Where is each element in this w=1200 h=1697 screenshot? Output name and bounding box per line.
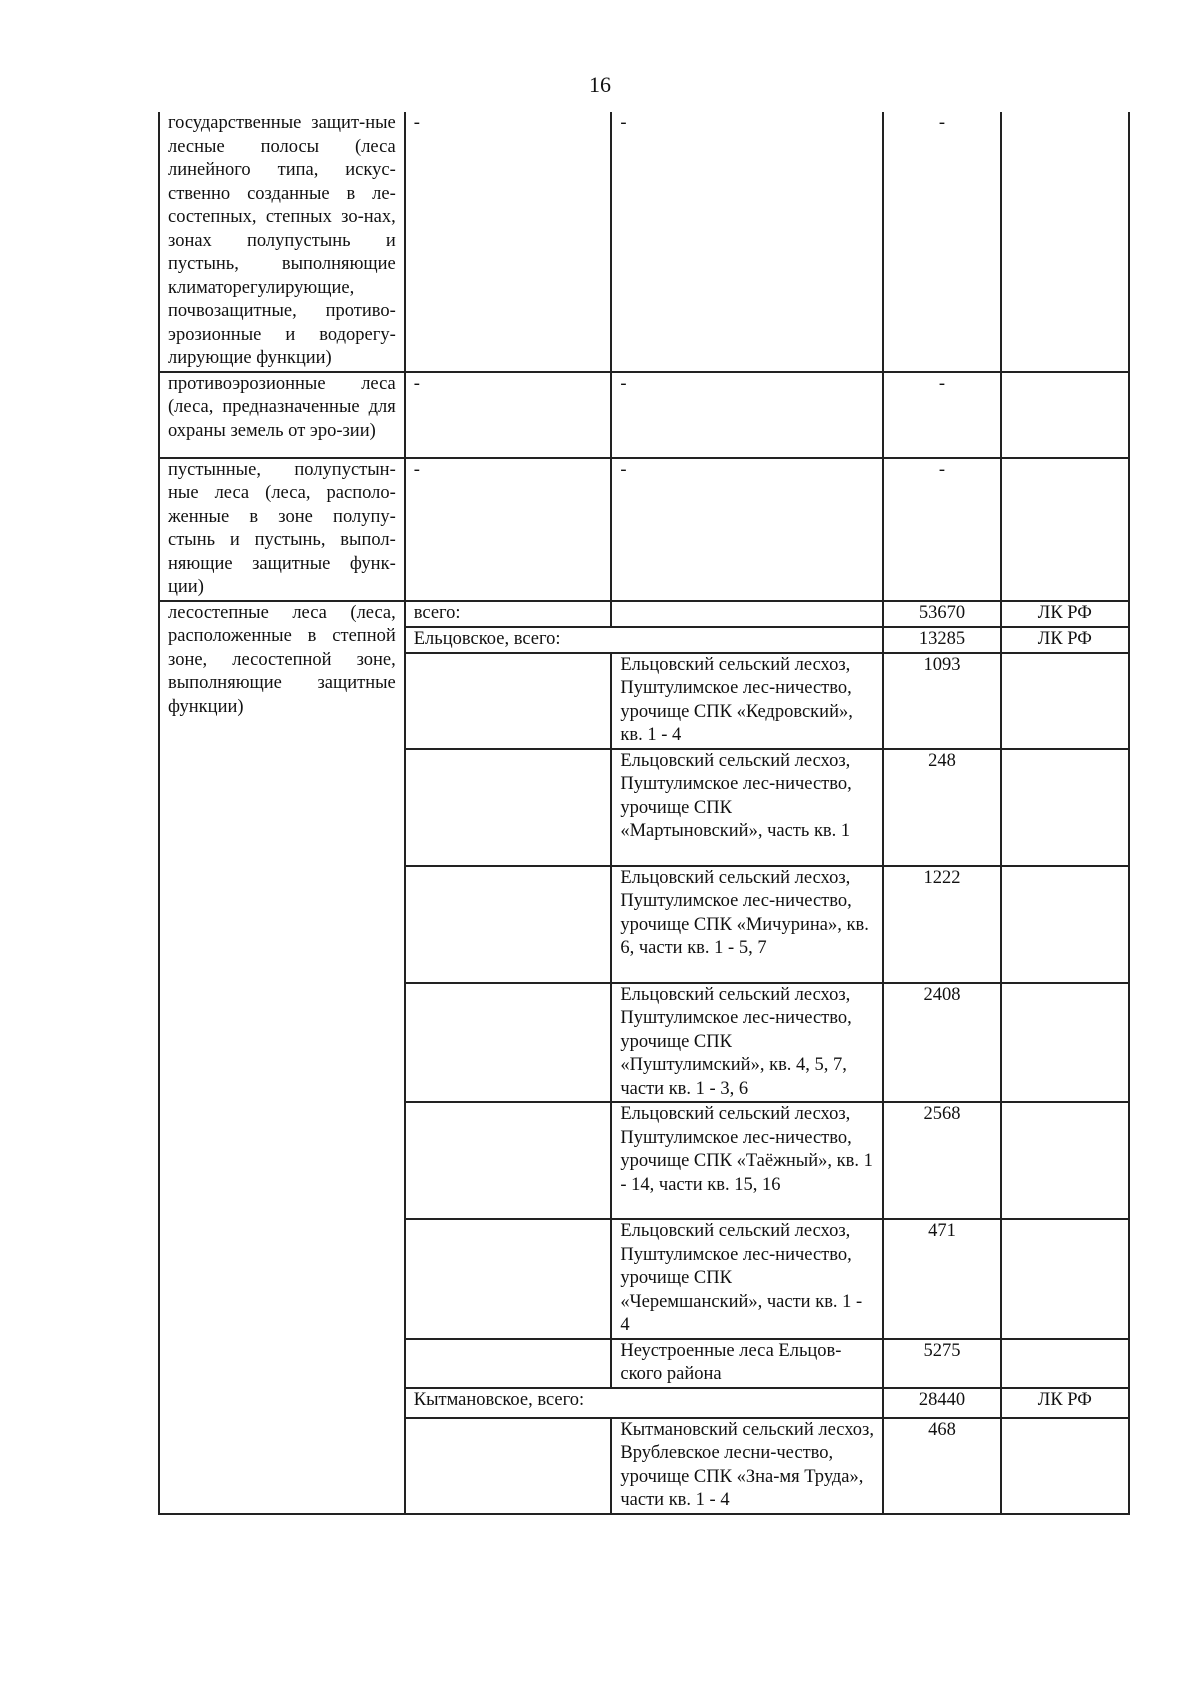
- location-cell: Ельцовский сельский лесхоз, Пуштулимское лес-ничество, урочище СПК «Мичурина», кв. 6, части кв. 1 - 5, 7: [611, 866, 883, 983]
- location-cell: Ельцовский сельский лесхоз, Пуштулимское лес-ничество, урочище СПК «Черемшанский», части кв. 1 - 4: [611, 1219, 883, 1339]
- subtotal-area: 13285: [883, 627, 1000, 653]
- empty-cell: [405, 866, 612, 983]
- area-cell: 471: [883, 1219, 1000, 1339]
- dash-cell: -: [883, 458, 1000, 601]
- basis-cell: [1001, 1339, 1129, 1388]
- subtotal-area: 28440: [883, 1388, 1000, 1418]
- empty-cell: [405, 1102, 612, 1219]
- area-cell: 1222: [883, 866, 1000, 983]
- total-area: 53670: [883, 601, 1000, 627]
- basis-cell: [1001, 1219, 1129, 1339]
- total-label: всего:: [405, 601, 612, 627]
- empty-cell: [405, 1339, 612, 1388]
- location-cell: Ельцовский сельский лесхоз, Пуштулимское лес-ничество, урочище СПК «Таёжный», кв. 1 - 14, части кв. 15, 16: [611, 1102, 883, 1219]
- area-cell: 2408: [883, 983, 1000, 1103]
- basis-cell: [1001, 653, 1129, 749]
- subtotal-basis: ЛК РФ: [1001, 627, 1129, 653]
- basis-cell: [1001, 458, 1129, 601]
- basis-cell: [1001, 372, 1129, 458]
- empty-cell: [405, 1418, 612, 1514]
- total-basis: ЛК РФ: [1001, 601, 1129, 627]
- area-cell: 1093: [883, 653, 1000, 749]
- forest-table: [158, 112, 1130, 1515]
- dash-cell: -: [883, 112, 1000, 372]
- dash-cell: -: [405, 458, 612, 601]
- dash-cell: -: [611, 372, 883, 458]
- category-cell: противоэрозионные леса (леса, предназначенные для охраны земель от эро-зии): [159, 372, 405, 458]
- category-cell: лесостепные леса (леса, расположенные в степной зоне, лесостепной зоне, выполняющие защитные функции): [159, 601, 405, 1514]
- empty-cell: [405, 983, 612, 1103]
- location-cell: Ельцовский сельский лесхоз, Пуштулимское лес-ничество, урочище СПК «Пуштулимский», кв. 4, 5, 7, части кв. 1 - 3, 6: [611, 983, 883, 1103]
- dash-cell: -: [611, 112, 883, 372]
- area-cell: 248: [883, 749, 1000, 866]
- dash-cell: -: [405, 112, 612, 372]
- subtotal-label: Ельцовское, всего:: [405, 627, 883, 653]
- dash-cell: -: [883, 372, 1000, 458]
- table-row: [159, 458, 1129, 601]
- area-cell: 5275: [883, 1339, 1000, 1388]
- table-row: [159, 372, 1129, 458]
- page-number: 16: [589, 72, 611, 97]
- basis-cell: [1001, 749, 1129, 866]
- basis-cell: [1001, 983, 1129, 1103]
- basis-cell: [1001, 1102, 1129, 1219]
- basis-cell: [1001, 866, 1129, 983]
- subtotal-label: Кытмановское, всего:: [405, 1388, 883, 1418]
- basis-cell: [1001, 1418, 1129, 1514]
- basis-cell: [1001, 112, 1129, 372]
- dash-cell: -: [611, 458, 883, 601]
- location-cell: Кытмановский сельский лесхоз, Врублевское лесни-чество, урочище СПК «Зна-мя Труда», части кв. 1 - 4: [611, 1418, 883, 1514]
- location-cell: Ельцовский сельский лесхоз, Пуштулимское лес-ничество, урочище СПК «Кедровский», кв. 1 - 4: [611, 653, 883, 749]
- table-row: [159, 601, 1129, 627]
- location-cell: Ельцовский сельский лесхоз, Пуштулимское лес-ничество, урочище СПК «Мартыновский», часть кв. 1: [611, 749, 883, 866]
- category-cell: пустынные, полупустын-ные леса (леса, располо-женные в зоне полупу-стынь и пустынь, выпол-няющие защитные функ-ции): [159, 458, 405, 601]
- subtotal-basis: ЛК РФ: [1001, 1388, 1129, 1418]
- dash-cell: -: [405, 372, 612, 458]
- empty-cell: [611, 601, 883, 627]
- category-cell: государственные защит-ные лесные полосы (леса линейного типа, искус-ственно созданные в ле-состепных, степных зо-нах, зонах полупустынь и пустынь, выполняющие климаторегулирующие, почвозащитные, противо-эрозионные и водорегу-лирующие функции): [159, 112, 405, 372]
- table-row: [159, 112, 1129, 372]
- empty-cell: [405, 749, 612, 866]
- area-cell: 468: [883, 1418, 1000, 1514]
- location-cell: Неустроенные леса Ельцов-ского района: [611, 1339, 883, 1388]
- empty-cell: [405, 1219, 612, 1339]
- empty-cell: [405, 653, 612, 749]
- area-cell: 2568: [883, 1102, 1000, 1219]
